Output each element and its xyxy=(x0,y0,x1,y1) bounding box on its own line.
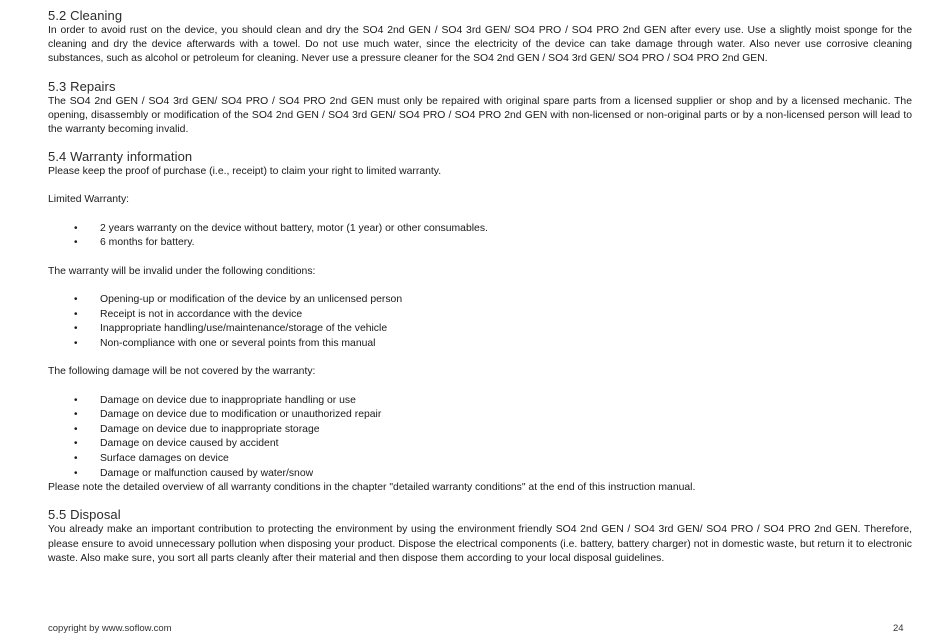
warranty-note: Please note the detailed overview of all warranty conditions in the chapter "detailed warranty conditions" at the end of this instruction manual. xyxy=(48,482,696,494)
list-item: • 2 years warranty on the device without battery, motor (1 year) or other consumables. xyxy=(48,222,912,237)
bullet-icon: • xyxy=(74,467,78,479)
cleaning-body: In order to avoid rust on the device, you should clean and dry the SO4 2nd GEN / SO4 3rd GEN/ SO4 PRO / SO4 PRO 2nd GEN after every use. Use a slightly moist sponge for the cleaning and dry the device afterwards with a towel. Do not use much water, since the electricity of the device can take damage through water. Also never use corrosive cleaning substances, such as alcohol or petroleum for cleaning. Never use a pressure cleaner for the SO4 2nd GEN / SO4 3rd GEN/ SO4 PRO / SO4 PRO 2nd GEN. xyxy=(48,25,912,65)
list-item: • Damage on device due to modification or unauthorized repair xyxy=(48,408,912,423)
bullet-icon: • xyxy=(74,237,78,249)
section-heading-repairs: 5.3 Repairs xyxy=(48,78,116,94)
bullet-icon: • xyxy=(74,337,78,349)
invalid-conditions-list xyxy=(48,293,912,351)
list-item: • 6 months for battery. xyxy=(48,236,912,251)
list-item: • Damage on device caused by accident xyxy=(48,437,912,452)
bullet-icon: • xyxy=(74,423,78,435)
bullet-icon: • xyxy=(74,394,78,406)
list-item: • Surface damages on device xyxy=(48,452,912,467)
section-disposal xyxy=(48,507,912,566)
section-cleaning xyxy=(48,8,912,67)
damage-not-covered-list xyxy=(48,394,912,482)
bullet-icon: • xyxy=(74,438,78,450)
bullet-icon: • xyxy=(74,409,78,421)
bullet-icon: • xyxy=(74,323,78,335)
list-item: • Opening-up or modification of the device by an unlicensed person xyxy=(48,293,912,308)
list-item: • Damage on device due to inappropriate handling or use xyxy=(48,394,912,409)
disposal-body: You already make an important contribution to protecting the environment by using the environment friendly SO4 2nd GEN / SO4 3rd GEN/ SO4 PRO / SO4 PRO 2nd GEN. Therefore, please ensure to avoid unnecessary pollution when disposing your product. Dispose the electrical components (i.e. battery, battery charger) not in domestic waste, but return it to electronic waste. Also make sure, you sort all parts cleanly after their material and then dispose them according to your local disposal guidelines. xyxy=(48,524,912,564)
list-item: • Damage or malfunction caused by water/snow xyxy=(48,467,912,482)
limited-warranty-list xyxy=(48,222,912,251)
section-heading-disposal: 5.5 Disposal xyxy=(48,507,121,523)
bullet-icon: • xyxy=(74,222,78,234)
list-item: • Damage on device due to inappropriate storage xyxy=(48,423,912,438)
section-warranty xyxy=(48,149,912,495)
bullet-icon: • xyxy=(74,294,78,306)
section-heading-cleaning: 5.2 Cleaning xyxy=(48,8,123,23)
footer-page-number: 24 xyxy=(893,623,904,634)
list-item: • Non-compliance with one or several points from this manual xyxy=(48,337,912,352)
manual-page xyxy=(48,8,912,578)
list-item: • Receipt is not in accordance with the device xyxy=(48,308,912,323)
section-repairs xyxy=(48,79,912,138)
damage-not-covered-label: The following damage will be not covered by the warranty: xyxy=(48,366,316,378)
list-item: • Inappropriate handling/use/maintenance/storage of the vehicle xyxy=(48,322,912,337)
footer-copyright: copyright by www.soflow.com xyxy=(48,623,172,634)
repairs-body: The SO4 2nd GEN / SO4 3rd GEN/ SO4 PRO / SO4 PRO 2nd GEN must only be repaired with original spare parts from a licensed supplier or shop and by a licensed mechanic. The opening, disassembly or modification of the SO4 2nd GEN / SO4 3rd GEN/ SO4 PRO / SO4 PRO 2nd GEN with non-licensed or non-original parts or by a non-licensed person will lead to the warranty becoming invalid. xyxy=(48,95,912,136)
bullet-icon: • xyxy=(74,452,78,464)
bullet-icon: • xyxy=(74,308,78,320)
limited-warranty-label: Limited Warranty: xyxy=(48,194,130,206)
section-heading-warranty: 5.4 Warranty information xyxy=(48,149,193,165)
warranty-intro: Please keep the proof of purchase (i.e., receipt) to claim your right to limited warranty. xyxy=(48,166,442,178)
invalid-conditions-label: The warranty will be invalid under the following conditions: xyxy=(48,265,316,277)
